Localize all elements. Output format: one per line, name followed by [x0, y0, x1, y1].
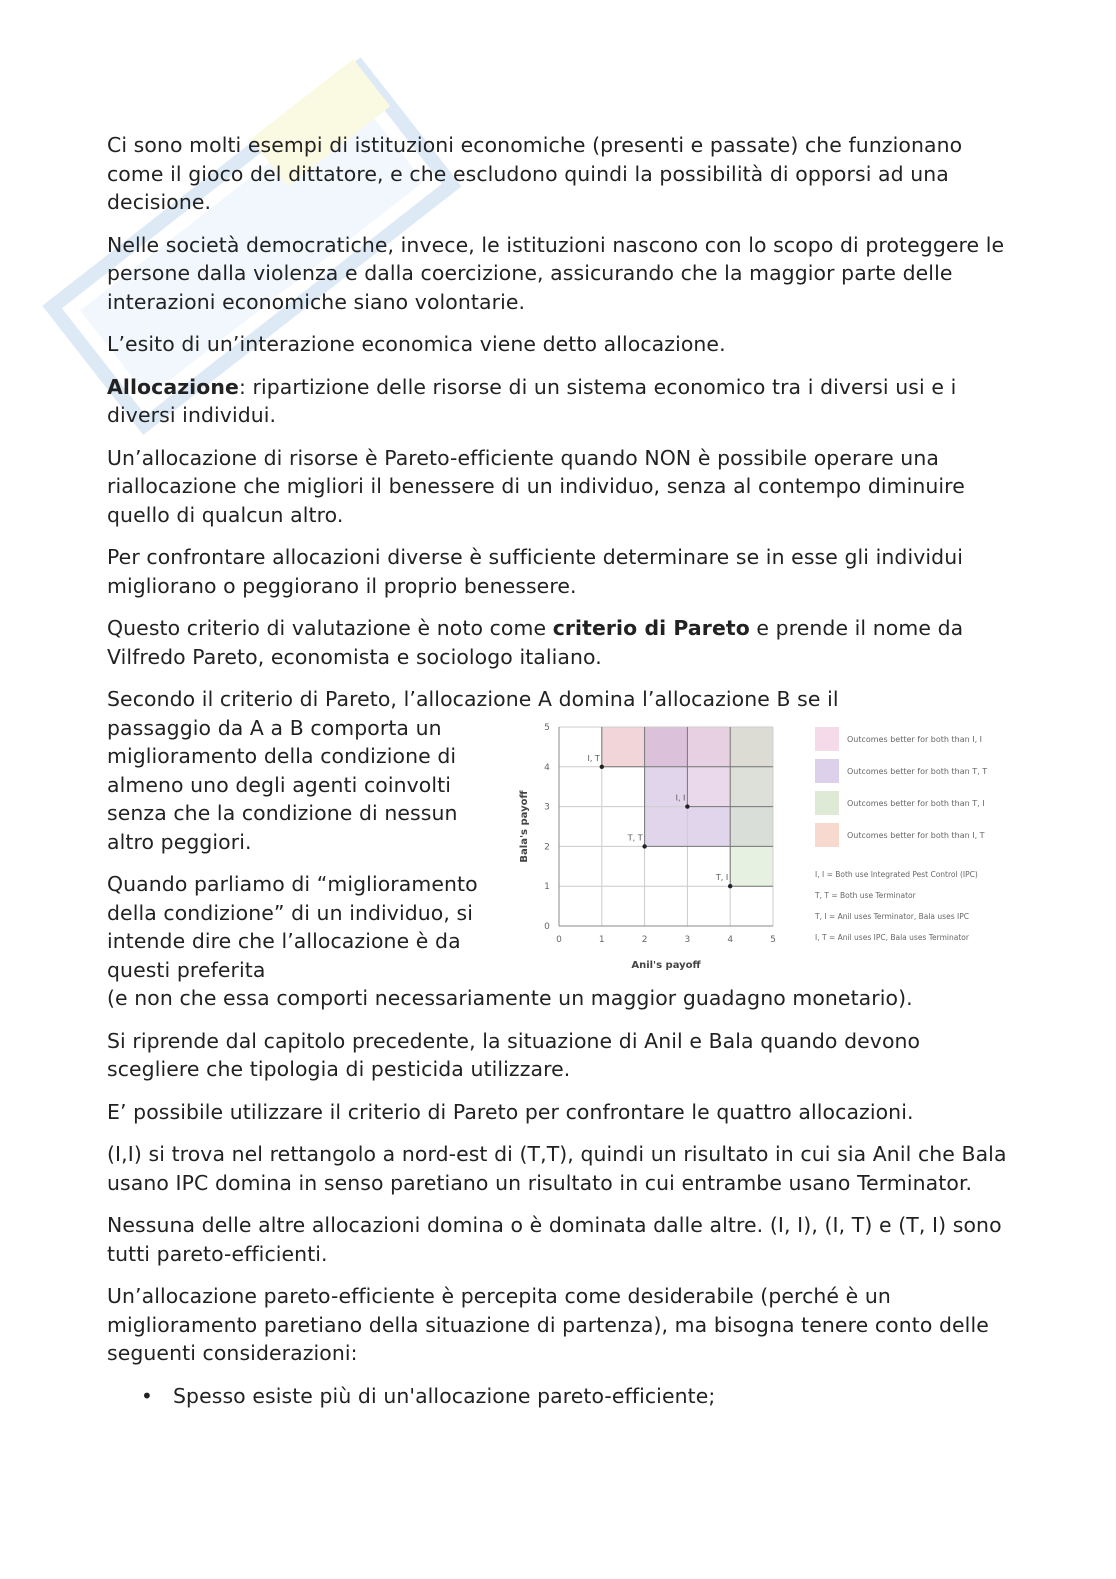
pareto-chart	[513, 719, 1003, 979]
data-point	[685, 804, 689, 808]
data-point-label: I, T	[587, 753, 600, 763]
list-item	[107, 1382, 1012, 1411]
text-line: Secondo il criterio di Pareto, l’allocazione A domina l’allocazione B se il	[107, 687, 839, 711]
x-tick-label: 3	[684, 935, 691, 945]
legend-entry: Outcomes better for both than I, I	[847, 735, 983, 744]
term-allocazione: Allocazione	[107, 374, 239, 399]
x-tick-label: 2	[641, 935, 648, 945]
text-beside-figure: passaggio da A a B comporta un miglioramento della condizione di almeno uno degli agenti coinvolti senza che la condizione di nessun altro peggiori.	[107, 715, 458, 854]
legend-swatch	[815, 823, 839, 847]
legend-note: T, T = Both use Terminator	[815, 891, 916, 900]
x-axis-label: Anil's payoff	[631, 960, 701, 971]
x-tick-label: 4	[727, 935, 734, 945]
legend-note: I, I = Both use Integrated Pest Control (IPC)	[815, 870, 978, 879]
legend-swatch	[815, 791, 839, 815]
text-beside-figure: Quando parliamo di “miglioramento della condizione” di un individuo, si intende dire che l’allocazione è da questi preferita	[107, 872, 478, 982]
list-item-text: Spesso esiste più di un'allocazione pareto-efficiente;	[173, 1383, 716, 1408]
legend-entry: Outcomes better for both than I, T	[847, 831, 985, 840]
text: Questo criterio di valutazione è noto come	[107, 616, 553, 640]
paragraph-definition	[107, 373, 1012, 430]
legend-entry: Outcomes better for both than T, I	[847, 799, 985, 808]
x-tick-label: 0	[556, 935, 562, 945]
paragraph: Si riprende dal capitolo precedente, la situazione di Anil e Bala quando devono scegliere che tipologia di pesticida utilizzare.	[107, 1028, 921, 1081]
definition-text: : ripartizione delle risorse di un sistema economico tra i diversi usi e i diversi individui.	[107, 374, 957, 427]
legend-note: I, T = Anil uses IPC, Bala uses Terminator	[815, 933, 969, 942]
term-criterio-pareto: criterio di Pareto	[552, 616, 750, 640]
paragraph: Un’allocazione pareto-efficiente è percepita come desiderabile (perché è un miglioramento paretiano della situazione di partenza), ma bisogna tenere conto delle seguenti considerazioni:	[107, 1284, 989, 1365]
legend-entry: Outcomes better for both than T, T	[847, 767, 988, 776]
data-point	[642, 844, 646, 848]
y-axis-label: Bala's payoff	[519, 790, 530, 863]
paragraph: Per confrontare allocazioni diverse è sufficiente determinare se in esse gli individui migliorano o peggiorano il proprio benessere.	[107, 545, 964, 598]
paragraph	[107, 614, 1012, 671]
y-tick-label: 1	[544, 882, 550, 893]
data-point-label: I, I	[675, 793, 686, 803]
data-point-label: T, T	[627, 833, 643, 843]
x-tick-label: 5	[770, 935, 776, 945]
text-line: (e non che essa comporti necessariamente un maggior guadagno monetario).	[107, 986, 913, 1010]
paragraph: E’ possibile utilizzare il criterio di Pareto per confrontare le quattro allocazioni.	[107, 1099, 914, 1124]
data-point-label: T, I	[715, 873, 729, 883]
data-point	[728, 884, 732, 888]
paragraph: (I,I) si trova nel rettangolo a nord-est di (T,T), quindi un risultato in cui sia Anil che Bala usano IPC domina in senso paretiano un risultato in cui entrambe usano Terminator.	[107, 1142, 1007, 1195]
x-tick-label: 1	[598, 935, 605, 945]
legend-swatch	[815, 727, 839, 751]
paragraph: Un’allocazione di risorse è Pareto-efficiente quando NON è possibile operare una riallocazione che migliori il benessere di un individuo, senza al contempo diminuire quello di qualcun altro.	[107, 445, 965, 527]
bullet-icon: •	[141, 1383, 153, 1408]
y-tick-label: 2	[544, 842, 550, 853]
y-tick-label: 0	[544, 922, 550, 932]
paragraph: Ci sono molti esempi di istituzioni economiche (presenti e passate) che funzionano come il gioco del dittatore, e che escludono quindi la possibilità di opporsi ad una decisione.	[107, 133, 963, 214]
pareto-figure	[513, 719, 1003, 979]
text: e prende il nome da Vilfredo Pareto, economista e sociologo italiano.	[107, 616, 964, 669]
paragraph: Nessuna delle altre allocazioni domina o è dominata dalle altre. (I, I), (I, T) e (T, I) sono tutti pareto-efficienti.	[107, 1213, 1002, 1266]
y-tick-label: 4	[544, 762, 550, 773]
data-point	[600, 765, 604, 769]
legend-swatch	[815, 759, 839, 783]
y-tick-label: 3	[544, 802, 550, 813]
y-tick-label: 5	[544, 723, 550, 733]
legend-note: T, I = Anil uses Terminator, Bala uses IPC	[815, 912, 969, 921]
paragraph: Nelle società democratiche, invece, le istituzioni nascono con lo scopo di proteggere le persone dalla violenza e dalla coercizione, assicurando che la maggior parte delle interazioni economiche siano volontarie.	[107, 232, 1005, 314]
paragraph: L’esito di un’interazione economica viene detto allocazione.	[107, 332, 726, 356]
